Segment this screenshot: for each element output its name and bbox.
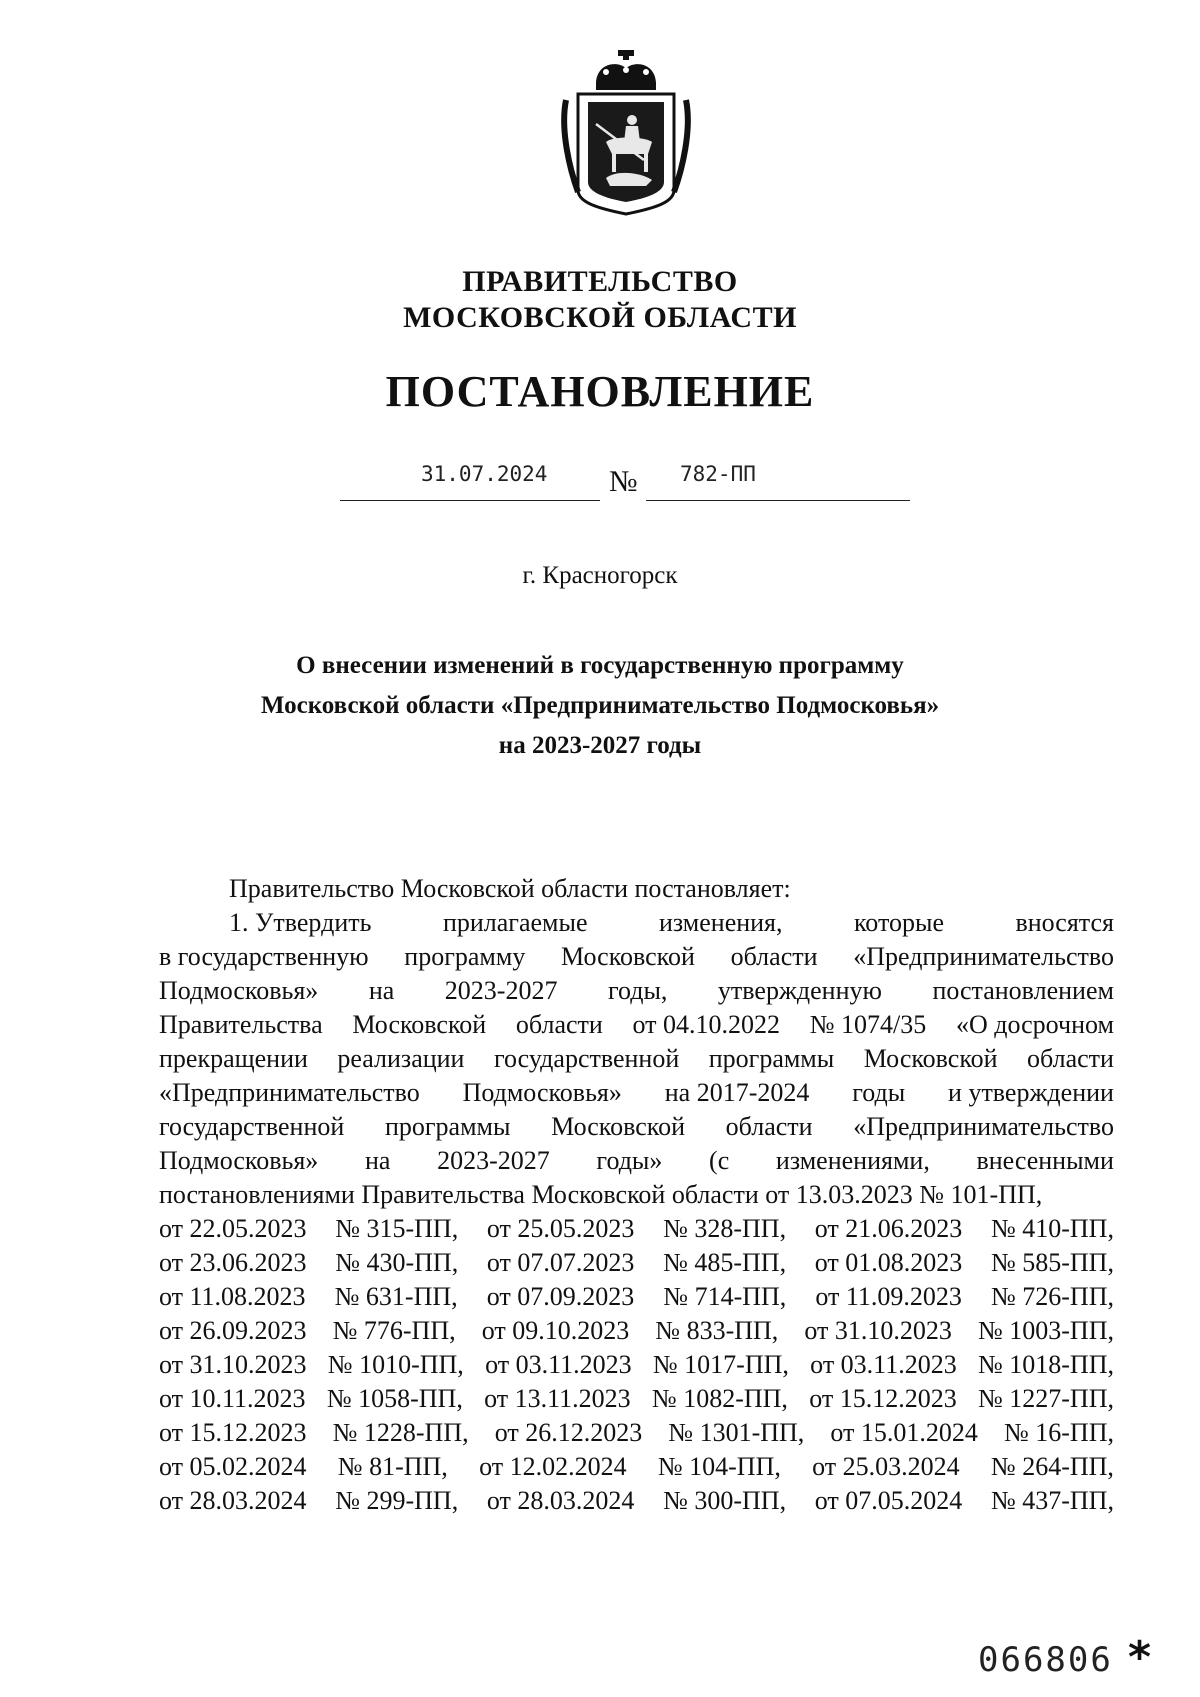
body-text-line	[159, 1280, 1114, 1314]
asterisk-mark: *	[1128, 1632, 1152, 1683]
text-fragment: № 430-ПП,	[335, 1248, 459, 1277]
text-fragment: № 1301-ПП,	[668, 1418, 805, 1447]
text-fragment: № 300-ПП,	[663, 1486, 787, 1515]
number-sign: №	[609, 465, 638, 498]
text-fragment: постановлениями Правительства Московской области от 13.03.2023 № 101-ПП,	[159, 1180, 1043, 1209]
text-fragment: которые	[854, 908, 944, 937]
text-fragment: № 1010-ПП,	[327, 1350, 464, 1379]
text-fragment: на	[368, 976, 395, 1005]
body-text-line	[159, 1416, 1114, 1450]
text-fragment: № 315-ПП,	[335, 1214, 459, 1243]
text-fragment: вносятся	[1015, 908, 1114, 937]
text-fragment: № 714-ПП,	[663, 1282, 787, 1311]
text-fragment: от 03.11.2023	[485, 1350, 632, 1379]
text-fragment: от 25.03.2024	[812, 1452, 960, 1481]
text-fragment: годы	[852, 1078, 906, 1107]
text-fragment: от 31.10.2023	[804, 1316, 952, 1345]
text-fragment: программу	[404, 942, 526, 971]
text-fragment: № 16-ПП,	[1003, 1418, 1114, 1447]
text-fragment: от 25.05.2023	[486, 1214, 635, 1243]
text-fragment: от 10.11.2023	[159, 1384, 306, 1413]
text-fragment: «О досрочном	[955, 1010, 1114, 1039]
text-fragment: области	[725, 1112, 813, 1141]
text-fragment: от 01.08.2023	[814, 1248, 963, 1277]
body-text-line	[159, 1008, 1114, 1042]
text-fragment: от 26.12.2023	[494, 1418, 643, 1447]
text-fragment: области	[515, 1010, 603, 1039]
text-fragment: № 1017-ПП,	[652, 1350, 789, 1379]
subject-title-line1: О внесении изменений в государственную программу	[296, 652, 904, 679]
body-text-line	[159, 1110, 1114, 1144]
text-fragment: реализации	[337, 1044, 465, 1073]
body-text-line	[159, 940, 1114, 974]
text-fragment: № 1018-ПП,	[977, 1350, 1114, 1379]
text-fragment: № 81-ПП,	[337, 1452, 448, 1481]
text-fragment: годы»	[596, 1146, 663, 1175]
text-fragment: № 726-ПП,	[990, 1282, 1114, 1311]
text-fragment: области	[730, 942, 818, 971]
text-fragment: «Предпринимательство	[853, 942, 1114, 971]
text-fragment: № 410-ПП,	[990, 1214, 1114, 1243]
text-fragment: и утверждении	[948, 1078, 1114, 1107]
body-text-line	[159, 974, 1114, 1008]
text-fragment: от 04.10.2022	[632, 1010, 781, 1039]
text-fragment: № 104-ПП,	[657, 1452, 781, 1481]
body-text-line	[159, 1076, 1114, 1110]
text-fragment: Московской	[352, 1010, 487, 1039]
text-fragment: Подмосковья»	[462, 1078, 622, 1107]
text-fragment: от 12.02.2024	[479, 1452, 627, 1481]
text-fragment: 2023-2027	[437, 1146, 550, 1175]
text-fragment: постановлением	[932, 976, 1114, 1005]
number-field	[646, 460, 910, 501]
body-text-line	[159, 1484, 1114, 1518]
text-fragment: области	[1027, 1044, 1114, 1073]
text-fragment: № 833-ПП,	[655, 1316, 779, 1345]
text-fragment: 2023-2027	[444, 976, 558, 1005]
text-fragment: Московской	[561, 942, 695, 971]
text-fragment: № 585-ПП,	[990, 1248, 1114, 1277]
date-field	[340, 460, 600, 501]
text-fragment: № 437-ПП,	[990, 1486, 1114, 1515]
text-fragment: № 1058-ПП,	[326, 1384, 463, 1413]
body-text-line	[159, 1382, 1114, 1416]
text-fragment: от 13.11.2023	[484, 1384, 631, 1413]
text-fragment: на	[364, 1146, 391, 1175]
text-fragment: № 1074/35	[809, 1010, 927, 1039]
text-fragment: № 264-ПП,	[990, 1452, 1114, 1481]
text-fragment: Подмосковья»	[159, 1146, 319, 1175]
text-fragment: от 15.12.2023	[809, 1384, 957, 1413]
document-date: 31.07.2024	[421, 462, 548, 486]
text-fragment: № 1228-ПП,	[332, 1418, 469, 1447]
text-fragment: от 03.11.2023	[810, 1350, 957, 1379]
body-text-line	[159, 1348, 1114, 1382]
subject-title-line2: Московской области «Предпринимательство Подмосковья»	[260, 692, 940, 719]
document-type-title: ПОСТАНОВЛЕНИЕ	[385, 367, 815, 416]
body-text-line	[159, 1450, 1114, 1484]
text-fragment: государственной	[159, 1112, 345, 1141]
text-fragment: от 26.09.2023	[159, 1316, 307, 1345]
text-fragment: годы,	[607, 976, 668, 1005]
text-fragment: изменениями,	[775, 1146, 930, 1175]
text-fragment: «Предпринимательство	[159, 1078, 420, 1107]
text-fragment: от 28.03.2024	[486, 1486, 635, 1515]
text-fragment: от 11.08.2023	[159, 1282, 306, 1311]
text-fragment: изменения,	[658, 908, 783, 937]
text-fragment: утвержденную	[717, 976, 882, 1005]
text-fragment: от 09.10.2023	[481, 1316, 630, 1345]
text-fragment: программы	[384, 1112, 511, 1141]
body-text-line	[159, 1314, 1114, 1348]
coat-of-arms-emblem	[556, 50, 696, 216]
body-text-line	[159, 1042, 1114, 1076]
body-text-line	[159, 1246, 1114, 1280]
text-fragment: от 07.09.2023	[486, 1282, 635, 1311]
paragraph-1-first-line	[229, 906, 1114, 940]
text-fragment: № 299-ПП,	[335, 1486, 459, 1515]
text-fragment: № 1227-ПП,	[977, 1384, 1114, 1413]
text-fragment: в государственную	[159, 942, 369, 971]
text-fragment: № 1082-ПП,	[651, 1384, 788, 1413]
text-fragment: Правительства	[159, 1010, 323, 1039]
text-fragment: от 15.12.2023	[159, 1418, 307, 1447]
text-fragment: № 776-ПП,	[332, 1316, 456, 1345]
body-text-line	[159, 1178, 1114, 1212]
text-fragment: программы	[708, 1044, 835, 1073]
text-fragment: от 21.06.2023	[814, 1214, 963, 1243]
text-fragment: Московской	[863, 1044, 998, 1073]
text-fragment: № 1003-ПП,	[977, 1316, 1114, 1345]
text-fragment: Подмосковья»	[159, 976, 319, 1005]
text-fragment: прилагаемые	[442, 908, 588, 937]
text-fragment: государственной	[493, 1044, 680, 1073]
text-fragment: «Предпринимательство	[853, 1112, 1114, 1141]
text-fragment: внесенными	[976, 1146, 1114, 1175]
document-serial-number: 066806	[978, 1640, 1113, 1680]
body-text-line	[159, 1144, 1114, 1178]
organization-name-line1: ПРАВИТЕЛЬСТВО	[462, 265, 738, 298]
text-fragment: прекращении	[159, 1044, 308, 1073]
text-fragment: (с	[709, 1146, 730, 1175]
text-fragment: № 328-ПП,	[663, 1214, 787, 1243]
text-fragment: Московской	[551, 1112, 685, 1141]
city-location: г. Красногорск	[522, 562, 678, 589]
text-fragment: № 631-ПП,	[334, 1282, 458, 1311]
text-fragment: от 28.03.2024	[159, 1486, 307, 1515]
organization-name-line2: МОСКОВСКОЙ ОБЛАСТИ	[403, 301, 797, 334]
text-fragment: от 31.10.2023	[159, 1350, 307, 1379]
subject-title-line3: на 2023-2027 годы	[498, 732, 702, 759]
resolution-intro: Правительство Московской области постановляет:	[229, 874, 791, 903]
body-text-line	[159, 1212, 1114, 1246]
text-fragment: от 05.02.2024	[159, 1452, 307, 1481]
text-fragment: от 07.07.2023	[486, 1248, 635, 1277]
text-fragment: от 07.05.2024	[814, 1486, 963, 1515]
document-number: 782-ПП	[680, 462, 756, 486]
text-fragment: от 23.06.2023	[159, 1248, 307, 1277]
text-fragment: от 22.05.2023	[159, 1214, 307, 1243]
text-fragment: от 11.09.2023	[815, 1282, 962, 1311]
text-fragment: № 485-ПП,	[663, 1248, 787, 1277]
text-fragment: на 2017-2024	[664, 1078, 810, 1107]
text-fragment: от 15.01.2024	[830, 1418, 978, 1447]
text-fragment: 1. Утвердить	[229, 908, 372, 937]
